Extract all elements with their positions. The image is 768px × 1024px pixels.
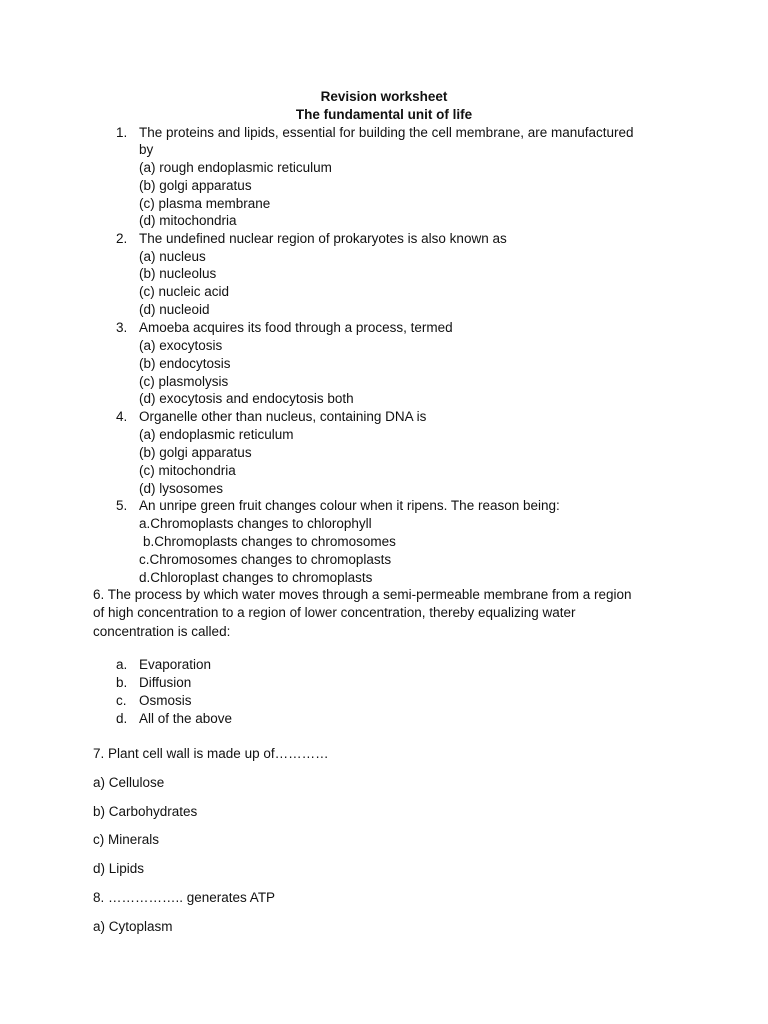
answer-option: a) Cytoplasm <box>93 919 173 934</box>
option-marker: a. <box>116 657 128 672</box>
answer-option: d.Chloroplast changes to chromoplasts <box>139 570 373 585</box>
option-marker: c. <box>116 693 127 708</box>
answer-option: Evaporation <box>139 657 212 672</box>
question-stem: The undefined nuclear region of prokaryotes is also known as <box>139 231 507 246</box>
answer-option: b) Carbohydrates <box>93 804 198 819</box>
question-stem: of high concentration to a region of lower concentration, thereby equalizing water <box>93 605 576 620</box>
answer-option: (c) nucleic acid <box>139 284 230 299</box>
answer-option: Diffusion <box>139 675 192 690</box>
worksheet-title: Revision worksheet <box>320 89 448 104</box>
answer-option: (b) endocytosis <box>139 356 231 371</box>
answer-option: (d) exocytosis and endocytosis both <box>139 391 354 406</box>
question-number: 4. <box>116 409 128 424</box>
answer-option: (d) mitochondria <box>139 213 237 228</box>
question-stem: concentration is called: <box>93 624 231 639</box>
answer-option: (d) lysosomes <box>139 481 224 496</box>
question-number: 3. <box>116 320 128 335</box>
answer-option: (c) mitochondria <box>139 463 236 478</box>
answer-option: Osmosis <box>139 693 192 708</box>
answer-option: c) Minerals <box>93 832 160 847</box>
answer-option: (a) nucleus <box>139 249 206 264</box>
answer-option: (c) plasmolysis <box>139 374 229 389</box>
answer-option: (b) golgi apparatus <box>139 445 252 460</box>
answer-option: (b) golgi apparatus <box>139 178 252 193</box>
question-stem: by <box>139 142 154 157</box>
answer-option: a) Cellulose <box>93 775 165 790</box>
answer-option: (c) plasma membrane <box>139 196 271 211</box>
answer-option: a.Chromoplasts changes to chlorophyll <box>139 516 372 531</box>
answer-option: (a) rough endoplasmic reticulum <box>139 160 332 175</box>
question-stem: 8. …………….. generates ATP <box>93 890 276 905</box>
answer-option: c.Chromosomes changes to chromoplasts <box>139 552 392 567</box>
question-stem: 6. The process by which water moves through a semi-permeable membrane from a region <box>93 587 632 602</box>
answer-option: (a) exocytosis <box>139 338 223 353</box>
question-stem: 7. Plant cell wall is made up of………… <box>93 746 329 761</box>
question-stem: Amoeba acquires its food through a process, termed <box>139 320 453 335</box>
question-stem: Organelle other than nucleus, containing DNA is <box>139 409 427 424</box>
option-marker: b. <box>116 675 128 690</box>
worksheet-subtitle: The fundamental unit of life <box>295 107 473 122</box>
option-marker: d. <box>116 711 128 726</box>
answer-option: (d) nucleoid <box>139 302 210 317</box>
answer-option: b.Chromoplasts changes to chromosomes <box>143 534 396 549</box>
answer-option: All of the above <box>139 711 233 726</box>
answer-option: d) Lipids <box>93 861 145 876</box>
question-stem: The proteins and lipids, essential for building the cell membrane, are manufactured <box>139 125 634 140</box>
question-number: 1. <box>116 125 128 140</box>
answer-option: (b) nucleolus <box>139 266 217 281</box>
question-number: 5. <box>116 498 128 513</box>
question-number: 2. <box>116 231 128 246</box>
question-stem: An unripe green fruit changes colour when it ripens. The reason being: <box>139 498 560 513</box>
answer-option: (a) endoplasmic reticulum <box>139 427 294 442</box>
